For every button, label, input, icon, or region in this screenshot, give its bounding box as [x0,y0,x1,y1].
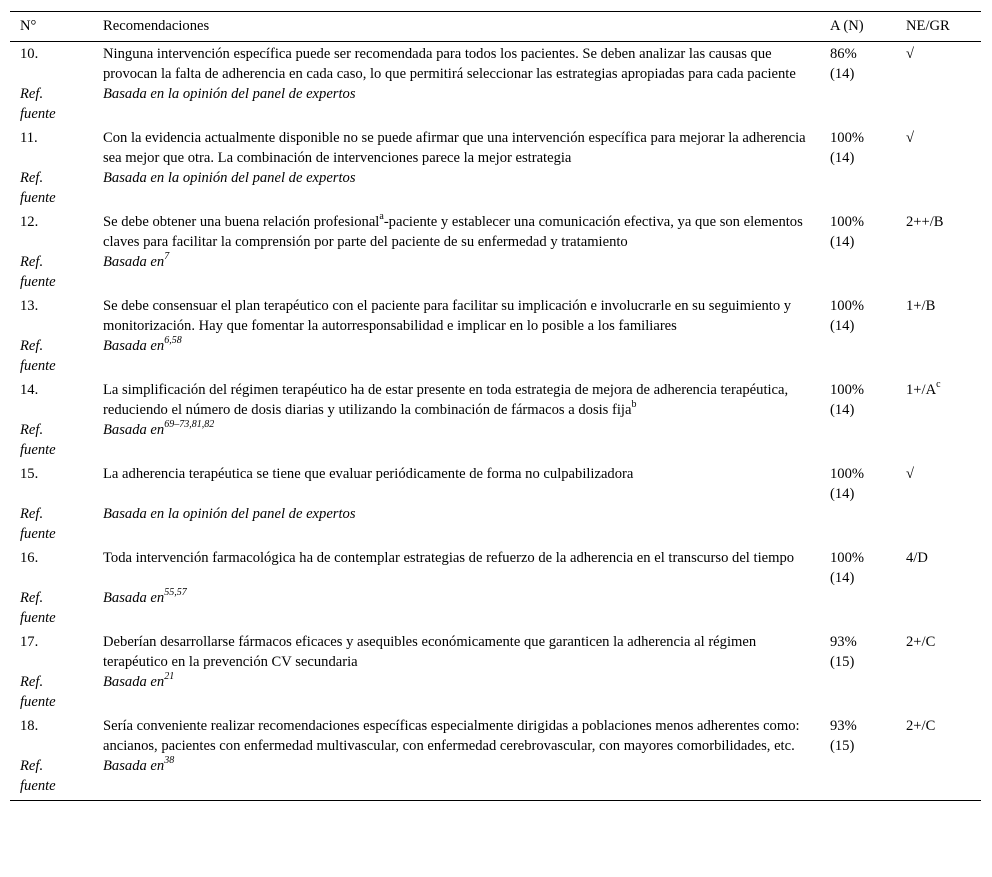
reference-row [10,588,981,630]
row-number: 12. [20,214,39,230]
reference-label: Ref. fuente [20,170,56,206]
citation-refs: 69–73,81,82 [164,419,215,431]
agreement-cell [820,42,896,85]
agreement-count: (14) [830,150,855,166]
evidence-grade: 1+/B [906,298,936,314]
reference-label: Ref. fuente [20,86,56,122]
agreement-percent: 93% [830,634,857,650]
agreement-percent: 100% [830,466,865,482]
footnote-marker: a [379,211,384,223]
table-row [10,630,981,672]
reference-row [10,672,981,714]
table-row [10,210,981,252]
reference-source: Basada en$^{6,58}$ [103,335,182,354]
reference-label: Ref. fuente [20,590,56,626]
citation-refs: 38 [164,755,175,767]
reference-label: Ref. fuente [20,338,56,374]
recommendation-text: Deberían desarrollarse fármacos eficaces y asequibles económicamente que garanticen la adherencia al régimen terapéutico en la prevención CV secundaria [103,634,757,670]
reference-label: Ref. fuente [20,674,56,710]
evidence-grade: √ [906,130,915,146]
table-row [10,378,981,420]
reference-label: Ref. fuente [20,254,56,290]
agreement-count: (15) [830,654,855,670]
row-number: 18. [20,718,39,734]
reference-row [10,252,981,294]
table-row [10,714,981,756]
reference-row [10,756,981,801]
agreement-count: (14) [830,570,855,586]
recommendation-text: La adherencia terapéutica se tiene que evaluar periódicamente de forma no culpabilizadora [103,466,634,482]
recommendation-text: Se debe consensuar el plan terapéutico con el paciente para facilitar su implicación e involucrarle en su seguimiento y monitorización. Hay que fomentar la autorresponsabilidad e implicar en lo posible a los familiares [103,298,792,334]
footnote-marker: b [631,399,637,411]
evidence-grade: √ [906,46,915,62]
header-number: N° [10,12,93,42]
table-row [10,546,981,588]
row-number: 13. [20,298,39,314]
reference-source: Basada $en^7$ [103,251,170,270]
agreement-count: (14) [830,318,855,334]
recommendation-text: Ninguna intervención específica puede ser recomendada para todos los pacientes. Se deben analizar las causas que provocan la falta de adherencia en cada caso, lo que permitirá seleccionar las estrategias apropiadas para cada paciente [103,46,796,82]
agreement-percent: 100% [830,382,865,398]
evidence-grade: $1+/A^c$ [906,379,941,398]
agreement-count: (14) [830,234,855,250]
reference-row [10,336,981,378]
header-evidence-grade: NE/GR [896,12,981,42]
recommendation-text: Con la evidencia actualmente disponible no se puede afirmar que una intervención específica para mejorar la adherencia sea mejor que otra. La combinación de intervenciones parece la mejor estrategia [103,130,806,166]
reference-source: Basada en$^{55,57}$ [103,587,187,606]
agreement-percent: 100% [830,130,865,146]
recommendations-table [10,11,981,801]
agreement-percent: 93% [830,718,857,734]
evidence-grade: 2+/C [906,718,936,734]
agreement-count: (14) [830,66,855,82]
agreement-cell [820,126,896,168]
citation-refs: 55,57 [164,587,187,599]
recommendation-text: Sería conveniente realizar recomendaciones específicas especialmente dirigidas a poblaciones menos adherentes como: ancianos, pacientes con enfermedad multivascular, con enfermedad cerebrovascular, con mayores comorbilidades, etc. [103,718,800,754]
agreement-cell [820,378,896,420]
table-row [10,42,981,85]
recommendation-text: Toda intervención farmacológica ha de contemplar estrategias de refuerzo de la adherencia en el transcurso del tiempo [103,550,795,566]
table-row [10,294,981,336]
reference-row [10,420,981,462]
agreement-cell [820,210,896,252]
table-header-row [10,12,981,42]
agreement-cell [820,546,896,588]
reference-source: Basada en$^{69-73,81,82}$ [103,419,215,438]
reference-label: Ref. fuente [10,756,93,801]
agreement-percent: 86% [830,46,857,62]
row-number: 15. [20,466,39,482]
agreement-count: (14) [830,402,855,418]
reference-label: Ref. fuente [20,506,56,542]
evidence-grade: 2++/B [906,214,944,230]
agreement-percent: 100% [830,214,865,230]
reference-source: Basada $en^{38}$ [93,756,820,801]
table-row [10,126,981,168]
evidence-grade: 4/D [906,550,928,566]
evidence-grade: 2+/C [906,634,936,650]
reference-source: Basada en la opinión del panel de expertos [103,506,356,522]
agreement-count: (15) [830,738,855,754]
citation-refs: 7 [164,251,170,263]
header-recommendations: Recomendaciones [93,12,820,42]
agreement-cell [820,294,896,336]
reference-label: Ref. fuente [20,422,56,458]
agreement-percent: 100% [830,550,865,566]
row-number: 11. [20,130,38,146]
recommendations-table-container [10,11,981,801]
reference-source: Basada en la opinión del panel de expertos [103,86,356,102]
footnote-marker: c [936,379,941,391]
agreement-percent: 100% [830,298,865,314]
table-row [10,462,981,504]
reference-row [10,84,981,126]
row-number: 14. [20,382,39,398]
reference-row [10,504,981,546]
agreement-count: (14) [830,486,855,502]
recommendation-text: La simplificación del régimen terapéutico ha de estar presente en toda estrategia de mejora de adherencia terapéutica, reduciendo el número de dosis diarias y utilizando la combinación de fármacos a dosis fija$^b$ [103,382,789,418]
reference-source: Basada en la opinión del panel de expertos [103,170,356,186]
row-number: 10. [20,46,39,62]
row-number: 17. [20,634,39,650]
citation-refs: 21 [164,671,175,683]
reference-row [10,168,981,210]
agreement-cell [820,630,896,672]
reference-source: Basada $en^{21}$ [103,671,175,690]
recommendation-text: Se debe obtener una buena relación profesional$^a$-paciente y establecer una comunicación efectiva, ya que son elementos claves para facilitar la comprensión por parte del paciente de su enfermedad y tratamiento [103,211,803,250]
agreement-cell [820,462,896,504]
header-agreement: A (N) [820,12,896,42]
row-number: 16. [20,550,39,566]
citation-refs: 6,58 [164,335,182,347]
agreement-cell [820,714,896,756]
evidence-grade: √ [906,466,915,482]
